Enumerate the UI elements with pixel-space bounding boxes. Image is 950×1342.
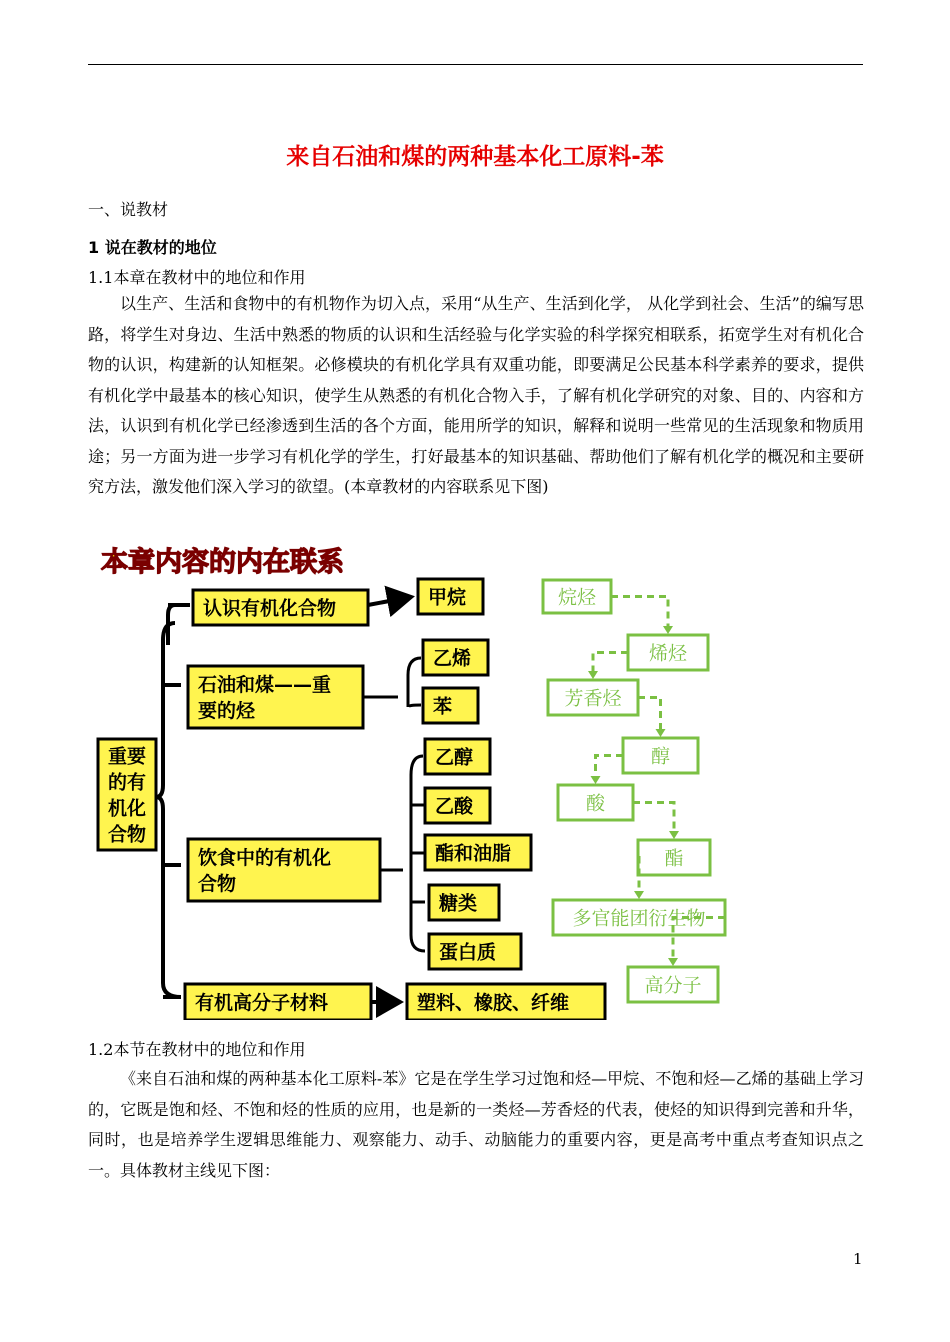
chain-node-7	[628, 967, 718, 1002]
svg-text:合物: 合物	[198, 873, 237, 895]
svg-text:饮食中的有机化: 饮食中的有机化	[198, 847, 332, 869]
category-food-organic	[188, 839, 380, 901]
svg-text:认识有机化合物: 认识有机化合物	[203, 597, 337, 620]
svg-text:酯: 酯	[664, 847, 684, 870]
svg-text:机化: 机化	[108, 797, 147, 820]
subheading-1-2: 1.2本节在教材中的地位和作用	[88, 1040, 306, 1059]
svg-text:糖类: 糖类	[439, 892, 478, 915]
svg-text:酸: 酸	[585, 792, 606, 815]
item-box-2-4	[429, 934, 521, 969]
subheading-1-1: 1.1本章在教材中的地位和作用	[88, 268, 306, 287]
document-title: 来自石油和煤的两种基本化工原料-苯	[286, 144, 664, 170]
svg-text:乙烯: 乙烯	[433, 647, 472, 670]
svg-text:酯和油脂: 酯和油脂	[435, 842, 512, 865]
item-box-0-0	[418, 579, 483, 614]
svg-text:乙醇: 乙醇	[435, 746, 474, 769]
header-rule	[88, 64, 863, 65]
category-polymer-materials	[185, 984, 371, 1020]
svg-text:有机高分子材料: 有机高分子材料	[195, 992, 329, 1014]
paragraph-2: 《来自石油和煤的两种基本化工原料-苯》它是在学生学习过饱和烃—甲烷、不饱和烃—乙烯的基础上学习的，它既是饱和烃、不饱和烃的性质的应用，也是新的一类烃—芳香烃的代表，使烃的知识得到完善和升华，同时，也是培养学生逻辑思维能力、观察能力、动手、动脑能力的重要内容，更是高考中重点考查知识点之一。具体教材主线见下图：	[88, 1069, 864, 1180]
svg-text:高分子: 高分子	[644, 974, 702, 997]
svg-text:的有: 的有	[108, 771, 147, 794]
svg-text:蛋白质: 蛋白质	[439, 941, 497, 964]
svg-text:多官能团衍生物: 多官能团衍生物	[572, 907, 706, 930]
diagram-heading: 本章内容的内在联系	[101, 547, 344, 578]
chain-node-3	[623, 738, 698, 773]
category-know-organic	[193, 590, 368, 625]
chain-node-4	[558, 785, 633, 820]
paragraph-1: 以生产、生活和食物中的有机物作为切入点，采用“从生产、生活到化学， 从化学到社会、生活”的编写思路，将学生对身边、生活中熟悉的物质的认识和生活经验与化学实验的科学探究相联系，拓宽学生对有机化合物的认识，构建新的认知框架。必修模块的有机化学具有双重功能，即要满足公民基本科学素养的要求，提供有机化学中最基本的核心知识，使学生从熟悉的有机化合物入手，了解有机化学研究的对象、目的、内容和方法，认识到有机化学已经渗透到生活的各个方面，能用所学的知识，解释和说明一些常见的生活现象和物质用途；另一方面为进一步学习有机化学的学生，打好最基本的知识基础、帮助他们了解有机化学的概况和主要研究方法，激发他们深入学习的欲望。(本章教材的内容联系见下图)	[88, 294, 864, 496]
chain-node-5	[638, 840, 710, 875]
item-box-2-3	[429, 885, 499, 920]
section-heading: 一、说教材	[88, 200, 169, 219]
item-box-3-0	[407, 984, 605, 1020]
chain-node-2	[548, 680, 638, 715]
svg-text:烷烃: 烷烃	[557, 586, 597, 609]
svg-text:要的烃: 要的烃	[198, 700, 256, 722]
content-relation-diagram	[93, 535, 733, 1020]
svg-text:苯: 苯	[433, 695, 453, 718]
svg-text:烯烃: 烯烃	[648, 642, 688, 665]
svg-text:乙酸: 乙酸	[435, 795, 474, 818]
item-box-2-0	[425, 739, 490, 774]
svg-text:醇: 醇	[650, 745, 671, 768]
chain-node-1	[628, 635, 708, 670]
root-box-organic-compounds	[98, 739, 156, 850]
item-box-2-2	[425, 835, 531, 870]
svg-text:芳香烃: 芳香烃	[564, 687, 622, 710]
category-petroleum-coal	[188, 666, 363, 728]
svg-text:石油和煤——重: 石油和煤——重	[198, 674, 332, 696]
item-box-2-1	[425, 788, 490, 823]
item-box-1-1	[423, 688, 478, 723]
svg-text:合物: 合物	[108, 823, 147, 846]
svg-text:甲烷: 甲烷	[428, 586, 467, 609]
chain-node-0	[543, 580, 611, 613]
svg-text:塑料、橡胶、纤维: 塑料、橡胶、纤维	[417, 992, 570, 1014]
svg-text:重要: 重要	[108, 745, 147, 768]
subsection-heading: 1 说在教材的地位	[88, 238, 217, 257]
page-number: 1	[853, 1250, 863, 1268]
item-box-1-0	[423, 640, 488, 675]
